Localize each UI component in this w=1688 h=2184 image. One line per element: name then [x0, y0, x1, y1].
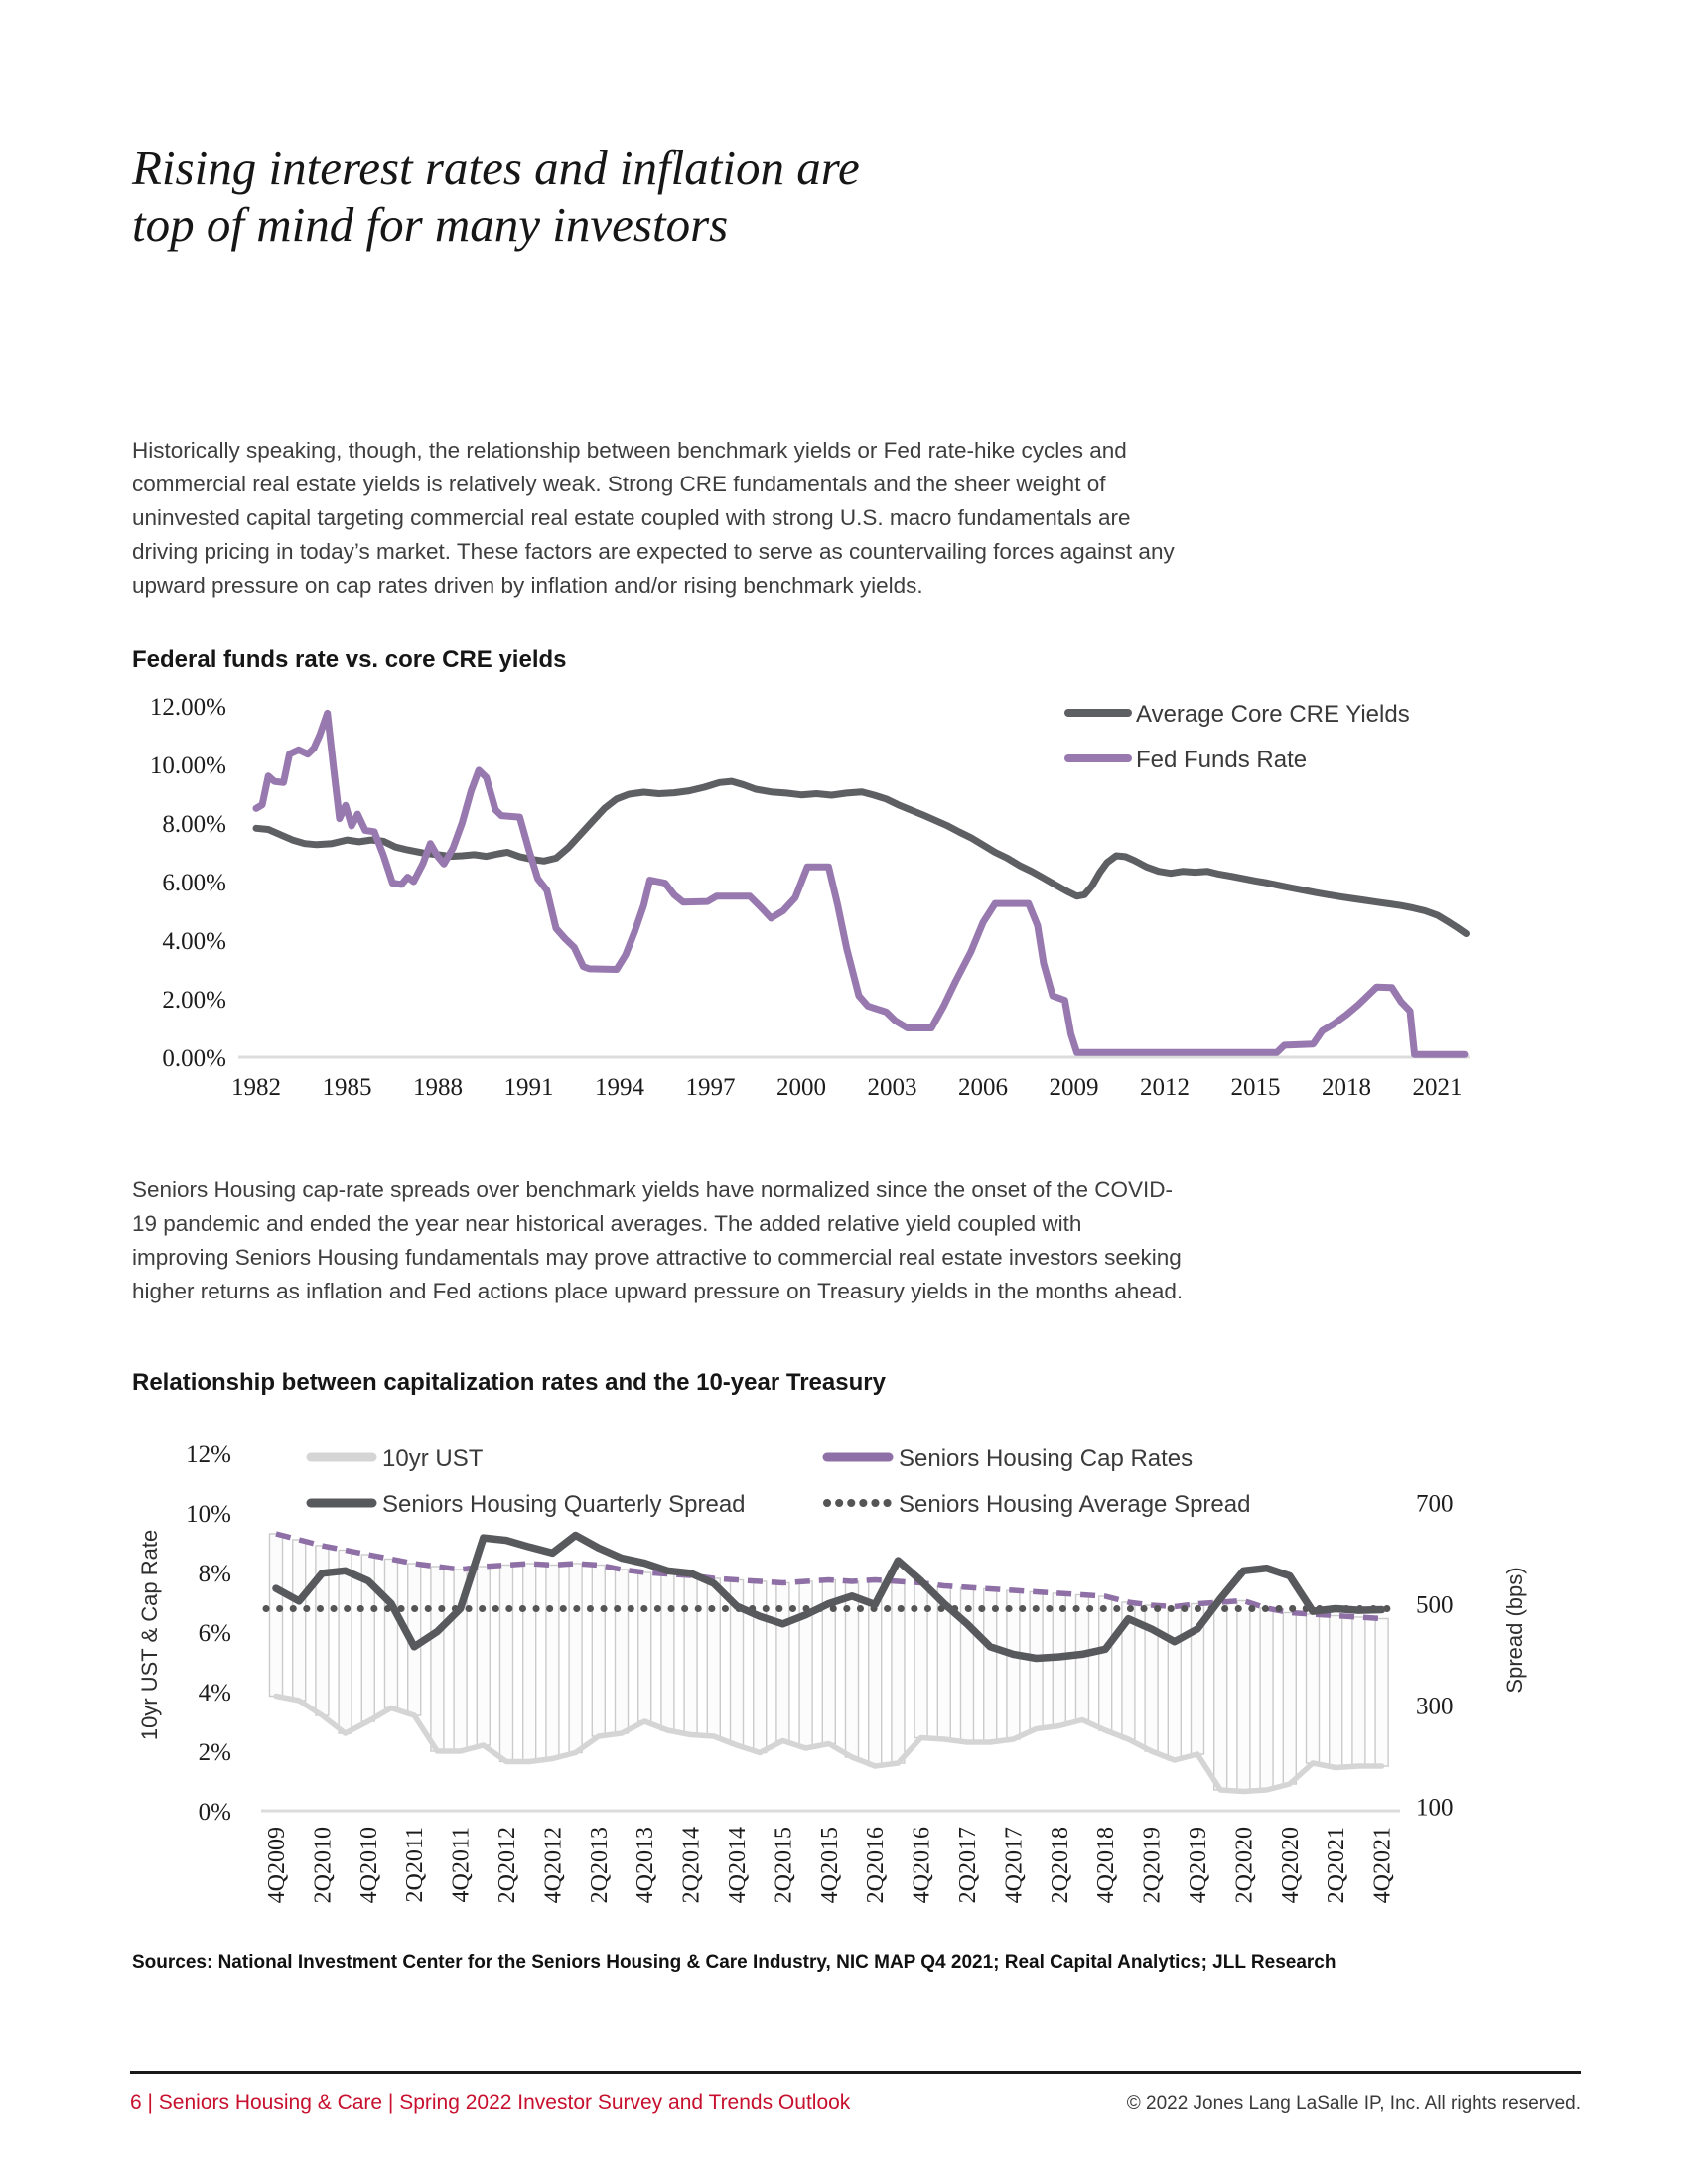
spread-bar — [1352, 1617, 1365, 1766]
spread-bar — [500, 1566, 513, 1762]
x-axis-tick: 4Q2015 — [816, 1827, 843, 1904]
legend-label: Average Core CRE Yields — [1136, 701, 1410, 728]
left-axis-tick: 6% — [198, 1620, 231, 1647]
x-axis-tick: 2Q2012 — [494, 1827, 520, 1904]
x-axis-tick: 1985 — [322, 1074, 372, 1101]
x-axis-tick: 2Q2015 — [771, 1827, 797, 1904]
x-axis-tick: 4Q2009 — [264, 1827, 290, 1904]
spread-bar — [707, 1578, 720, 1736]
x-axis-tick: 2021 — [1412, 1074, 1463, 1101]
spread-bar — [293, 1540, 306, 1701]
page-footer — [130, 2091, 1581, 2115]
x-axis-tick: 4Q2010 — [355, 1827, 382, 1904]
spread-bar — [385, 1560, 398, 1708]
x-axis-tick: 4Q2021 — [1369, 1827, 1396, 1904]
x-axis-tick: 1988 — [413, 1074, 463, 1101]
spread-bar — [1307, 1614, 1320, 1763]
spread-bar — [523, 1564, 536, 1762]
right-axis-title: Spread (bps) — [1502, 1567, 1527, 1694]
x-axis-tick: 4Q2018 — [1093, 1827, 1120, 1904]
seniors-housing-paragraph: Seniors Housing cap-rate spreads over benchmark yields have normalized since the onset of the COVID-19 pandemic and ended the year near historical averages. The added relative yield coupled with improving Seniors Housing fundamentals may prove attractive to commercial real estate investors seeking higher returns as inflation and Fed actions place upward pressure on Treasury yields in the months ahead. — [132, 1177, 1184, 1303]
y-axis-tick: 12.00% — [149, 694, 226, 721]
spread-bar — [270, 1534, 283, 1697]
spread-bar — [638, 1572, 651, 1721]
left-axis-tick: 0% — [198, 1799, 231, 1826]
y-axis-tick: 10.00% — [149, 752, 226, 779]
spread-bar — [616, 1570, 629, 1733]
spread-bar — [1099, 1596, 1112, 1730]
x-axis-tick: 2009 — [1049, 1074, 1099, 1101]
x-axis-tick: 2Q2010 — [310, 1827, 337, 1904]
x-axis-tick: 2Q2019 — [1139, 1827, 1166, 1904]
x-axis-tick: 2Q2021 — [1324, 1827, 1350, 1904]
y-axis-tick: 2.00% — [162, 987, 226, 1014]
spread-bar — [1283, 1613, 1296, 1785]
spread-bar — [1237, 1601, 1250, 1792]
x-axis-tick: 2012 — [1140, 1074, 1190, 1101]
x-axis-tick: 2Q2016 — [863, 1827, 890, 1904]
right-axis-tick: 100 — [1416, 1794, 1454, 1822]
x-axis-tick: 1997 — [685, 1074, 736, 1101]
chart1-heading: Federal funds rate vs. core CRE yields — [132, 646, 567, 673]
spread-bar — [477, 1567, 490, 1745]
right-axis-tick: 300 — [1416, 1693, 1454, 1720]
right-axis-tick: 500 — [1416, 1591, 1454, 1619]
x-axis-tick: 2Q2014 — [678, 1827, 705, 1904]
y-axis-tick: 0.00% — [162, 1045, 226, 1072]
legend-label: Seniors Housing Quarterly Spread — [382, 1491, 746, 1518]
x-axis-tick: 1991 — [503, 1074, 554, 1101]
x-axis-tick: 4Q2012 — [540, 1827, 567, 1904]
x-axis-tick: 2Q2020 — [1231, 1827, 1258, 1904]
x-axis-tick: 2Q2013 — [586, 1827, 613, 1904]
x-axis-tick: 2015 — [1230, 1074, 1281, 1101]
spread-bar — [569, 1564, 582, 1753]
left-axis-tick: 4% — [198, 1680, 231, 1706]
left-axis-tick: 12% — [186, 1441, 231, 1468]
x-axis-tick: 4Q2011 — [448, 1827, 475, 1903]
footer-page-info: 6 | Seniors Housing & Care | Spring 2022 Investor Survey and Trends Outlook — [130, 2091, 851, 2114]
x-axis-tick: 2018 — [1322, 1074, 1371, 1101]
spread-bar — [431, 1567, 444, 1751]
spread-bar — [684, 1575, 697, 1735]
y-axis-tick: 4.00% — [162, 928, 226, 955]
spread-bar — [1330, 1616, 1342, 1768]
page-title — [132, 139, 860, 254]
legend-label: Seniors Housing Cap Rates — [899, 1445, 1194, 1472]
right-axis-tick: 700 — [1416, 1490, 1454, 1518]
fed-funds-vs-cre-yields-chart — [127, 688, 1537, 1117]
y-axis-tick: 6.00% — [162, 870, 226, 896]
spread-bar — [546, 1566, 559, 1759]
sources-line: Sources: National Investment Center for the Seniors Housing & Care Industry, NIC MAP Q4 2021; Real Capital Analytics; JLL Research — [132, 1952, 1336, 1973]
intro-paragraph: Historically speaking, though, the relationship between benchmark yields or Fed rate-hike cycles and commercial real estate yields is relatively weak. Strong CRE fundamentals and the sheer weight of uninvested capital targeting commercial real estate coupled with strong U.S. macro fundamentals are driving pricing in today’s market. These factors are expected to serve as countervailing forces against any upward pressure on cap rates driven by inflation and/or rising benchmark yields. — [132, 438, 1175, 598]
legend-label: Fed Funds Rate — [1136, 747, 1308, 773]
legend-label: 10yr UST — [382, 1445, 484, 1472]
page-title-line2: top of mind for many investors — [132, 198, 729, 252]
spread-bar — [339, 1551, 352, 1734]
spread-bar — [1375, 1619, 1388, 1767]
x-axis-tick: 2003 — [867, 1074, 917, 1101]
x-axis-tick: 2Q2018 — [1047, 1827, 1073, 1904]
spread-bar — [1168, 1607, 1181, 1761]
spread-bar — [661, 1574, 674, 1731]
y-axis-tick: 8.00% — [162, 811, 226, 838]
left-axis-tick: 10% — [186, 1501, 231, 1528]
x-axis-tick: 4Q2020 — [1277, 1827, 1304, 1904]
x-axis-tick: 2000 — [776, 1074, 826, 1101]
x-axis-tick: 1982 — [231, 1074, 281, 1101]
left-axis-tick: 2% — [198, 1739, 231, 1766]
x-axis-tick: 2Q2011 — [402, 1827, 429, 1903]
x-axis-tick: 4Q2016 — [909, 1827, 935, 1904]
chart2-heading: Relationship between capitalization rates and the 10-year Treasury — [132, 1369, 886, 1396]
legend-label: Seniors Housing Average Spread — [899, 1491, 1251, 1518]
footer-copyright: © 2022 Jones Lang LaSalle IP, Inc. All rights reserved. — [1126, 2093, 1581, 2114]
x-axis-tick: 4Q2013 — [633, 1827, 659, 1904]
cap-rates-vs-treasury-chart — [127, 1432, 1676, 1953]
spread-bar — [1214, 1602, 1227, 1790]
spread-bar — [592, 1566, 605, 1737]
footer-rule — [130, 2071, 1581, 2074]
x-axis-tick: 4Q2019 — [1186, 1827, 1211, 1904]
x-axis-tick: 4Q2017 — [1001, 1827, 1028, 1904]
spread-bar — [1007, 1590, 1020, 1739]
left-axis-tick: 8% — [198, 1561, 231, 1587]
left-axis-title: 10yr UST & Cap Rate — [137, 1529, 162, 1741]
x-axis-tick: 2006 — [958, 1074, 1008, 1101]
x-axis-tick: 1994 — [595, 1074, 644, 1101]
spread-bar — [1260, 1608, 1273, 1790]
page-title-line1: Rising interest rates and inflation are — [132, 140, 860, 195]
x-axis-tick: 2Q2017 — [955, 1827, 981, 1904]
x-axis-tick: 4Q2014 — [725, 1827, 751, 1904]
